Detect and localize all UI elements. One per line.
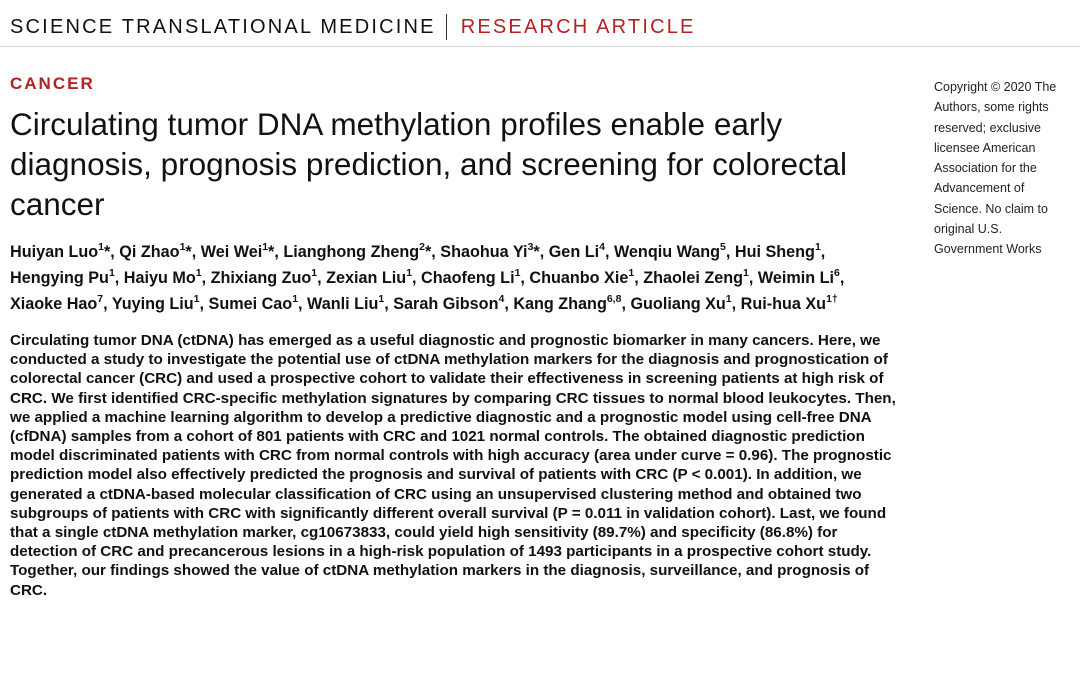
author-affiliation-sup: 1 (725, 292, 732, 305)
author-name: Lianghong Zheng$^2$* (283, 240, 432, 261)
author-affiliation-sup: 1 (406, 266, 413, 279)
author-name: Gen Li$^4$ (548, 240, 605, 261)
author-affiliation-sup: 2 (419, 240, 425, 253)
author-affiliation-sup: 1 (195, 266, 202, 279)
author-affiliation-sup: 4 (599, 240, 605, 253)
author-affiliation-sup: 7 (97, 292, 104, 305)
author-affiliation-sup: 5 (720, 240, 726, 253)
author-name: Zhaolei Zeng$^1$ (643, 266, 749, 287)
article-title: Circulating tumor DNA methylation profiles enable early diagnosis, prognosis prediction, and screening for colorectal cancer (10, 106, 847, 222)
author-name: Qi Zhao$^1$* (119, 240, 192, 261)
author-name: Shaohua Yi$^3$* (440, 240, 540, 261)
author-name: Rui-hua $Xu^{1\dagger}$ (740, 292, 838, 313)
author-affiliation-sup: 1 (628, 266, 635, 279)
author-affiliation-sup: 1 (743, 266, 749, 279)
author-affiliation-sup: 6,8 (606, 292, 622, 305)
author-list: Huiyan Luo$^1$*, Qi Zhao$^1$*, Wei Wei$^1$*, Lianghong Zheng$^2$*, Shaohua Yi$^3$*, Gen Li$^4$, Wenqiu Wang$^5$, Hui Sheng$^1$, Hengying Pu$^1$, Haiyu Mo$^1$, Zhixiang Zuo$^1$, Zexian Liu$^1$, Chaofeng Li$^1$, Chuanbo Xie$^1$, Zhaolei Zeng$^1$, Weimin Li$^6$, Xiaoke Hao$^7$, Yuying Liu$^1$, Sumei Cao$^1$, Wanli Liu$^1$, Sarah Gibson$^4$, Kang Zhang$^{6,8}$, Guoliang Xu$^1$, Rui-hua $Xu^{1\dagger}$ (10, 240, 845, 313)
author-affiliation-sup: 6 (834, 266, 840, 279)
author-name: Huiyan Luo$^1$* (10, 240, 111, 261)
author-name: Wanli Liu$^1$ (307, 292, 385, 313)
article-category: CANCER (10, 74, 95, 93)
author-affiliation-sup: 1 (193, 292, 200, 305)
author-name: Wei Wei$^1$* (200, 240, 275, 261)
author-affiliation-sup: 1 (179, 240, 186, 253)
author-affiliation-sup: 1 (98, 240, 104, 253)
header-rule (0, 46, 1080, 47)
author-name: Chuanbo Xie$^1$ (529, 266, 635, 287)
author-name: Haiyu Mo$^1$ (123, 266, 202, 287)
author-affiliation-sup: 1 (378, 292, 385, 305)
author-name: Yuying Liu$^1$ (111, 292, 200, 313)
author-name: Hui Sheng$^1$ (734, 240, 821, 261)
author-name: Sumei Cao$^1$ (208, 292, 299, 313)
author-affiliation-sup: 1 (292, 292, 299, 305)
journal-header (10, 12, 696, 42)
author-name: Zhixiang Zuo$^1$ (210, 266, 318, 287)
author-name: Weimin Li$^6$ (757, 266, 840, 287)
author-affiliation-sup: 1 (311, 266, 318, 279)
header-divider (446, 14, 447, 40)
article-abstract: Circulating tumor DNA (ctDNA) has emerged as a useful diagnostic and prognostic biomarker in many cancers. Here, we conducted a study to investigate the potential use of ctDNA methylation markers for the diagnosis and prognostication of colorectal cancer (CRC) and used a prospective cohort to validate their effectiveness in screening patients at high risk of CRC. We first identified CRC-specific methylation signatures by comparing CRC tissues to normal blood leukocytes. Then, we applied a machine learning algorithm to develop a predictive diagnostic and a prognostic model using cell-free DNA (cfDNA) samples from a cohort of 801 patients with CRC and 1021 normal controls. The obtained diagnostic prediction model discriminated patients with CRC from normal controls with high accuracy (area under curve = 0.96). The prognostic prediction model also effectively predicted the prognosis and survival of patients with CRC (P < 0.001). In addition, we generated a ctDNA-based molecular classification of CRC using an unsupervised clustering method and obtained two subgroups of patients with CRC with significantly different overall survival (P = 0.011 in validation cohort). Last, we found that a single ctDNA methylation marker, cg10673833, could yield high sensitivity (89.7%) and specificity (86.8%) for detection of CRC and precancerous lesions in a high-risk population of 1493 participants in a prospective cohort study. Together, our findings showed the value of ctDNA methylation markers in the diagnosis, surveillance, and prognosis of CRC. (10, 332, 896, 599)
journal-name: SCIENCE TRANSLATIONAL MEDICINE (10, 16, 436, 38)
author-affiliation-sup: 4 (498, 292, 505, 305)
author-name: Guoliang Xu$^1$ (630, 292, 732, 313)
author-name: Chaofeng Li$^1$ (421, 266, 521, 287)
article-main (10, 72, 910, 615)
author-name: Kang Zhang$^{6,8}$ (513, 292, 622, 313)
copyright-notice: Copyright © 2020 The Authors, some rights reserved; exclusive licensee American Association for the Advancement of Science. No claim to original U.S. Government Works (934, 80, 1057, 257)
author-affiliation-sup: 3 (527, 240, 534, 253)
author-affiliation-sup: 1 (514, 266, 521, 279)
author-name: Hengying Pu$^1$ (10, 266, 115, 287)
author-affiliation-sup: 1 (814, 240, 821, 253)
author-name: Sarah Gibson$^4$ (393, 292, 505, 313)
author-name: Wenqiu Wang$^5$ (613, 240, 726, 261)
author-affiliation-sup: 1† (826, 292, 838, 305)
article-type: RESEARCH ARTICLE (460, 16, 696, 38)
author-name: Xiaoke Hao$^7$ (10, 292, 104, 313)
author-name: Zexian Liu$^1$ (326, 266, 413, 287)
author-affiliation-sup: 1 (262, 240, 269, 253)
author-affiliation-sup: 1 (108, 266, 115, 279)
